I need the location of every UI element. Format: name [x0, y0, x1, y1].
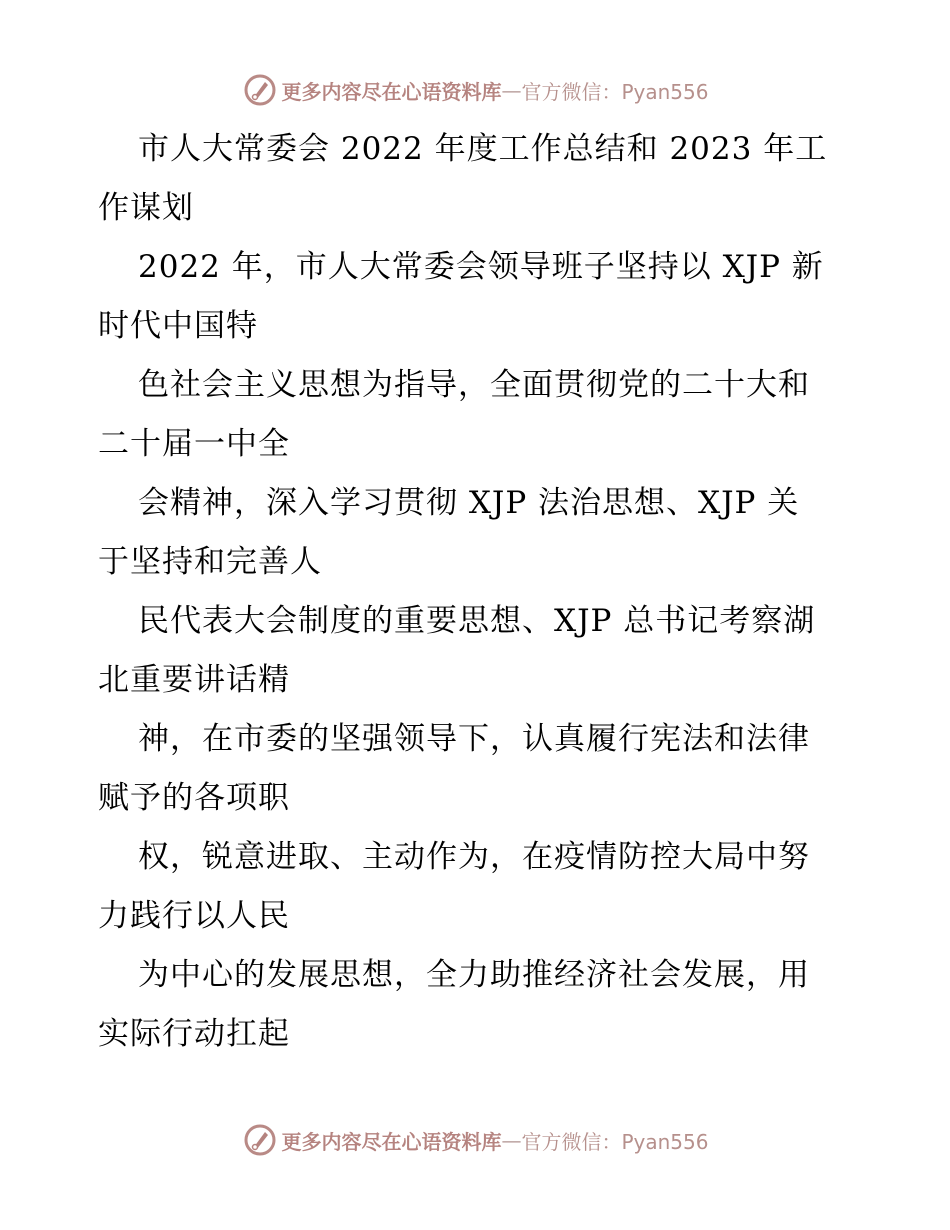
separator: —: [501, 1128, 522, 1152]
text-line: 2022 年，市人大常委会领导班子坚持以 XJP 新: [138, 249, 824, 285]
text-line: 色社会主义思想为指导，全面贯彻党的二十大和: [138, 367, 810, 403]
library-text: 更多内容尽在心语资料库: [281, 79, 502, 104]
text-line: 作谋划: [98, 190, 194, 226]
text-line: 北重要讲话精: [98, 662, 290, 698]
text-line: 赋予的各项职: [98, 780, 290, 816]
text-line: 神，在市委的坚强领导下，认真履行宪法和法律: [138, 721, 810, 757]
text-line: 市人大常委会 2022 年度工作总结和 2023 年工: [138, 131, 828, 167]
text-line: 二十届一中全: [98, 426, 290, 462]
separator: —: [501, 78, 522, 102]
text-line: 力践行以人民: [98, 898, 290, 934]
text-line: 权，锐意进取、主动作为，在疫情防控大局中努: [138, 839, 810, 875]
text-line: 实际行动扛起: [98, 1016, 290, 1052]
text-line: 于坚持和完善人: [98, 544, 322, 580]
footer-watermark: [0, 1120, 950, 1160]
wechat-text: 官方微信：Pyan556: [521, 79, 709, 104]
text-line: 为中心的发展思想，全力助推经济社会发展，用: [138, 957, 810, 993]
text-line: 民代表大会制度的重要思想、XJP 总书记考察湖: [138, 603, 816, 639]
library-text: 更多内容尽在心语资料库: [281, 1129, 502, 1154]
pen-nib-logo-icon: [241, 71, 279, 109]
pen-nib-logo-icon: [241, 1121, 279, 1159]
wechat-text: 官方微信：Pyan556: [521, 1129, 709, 1154]
header-watermark: [0, 70, 950, 110]
text-line: 会精神，深入学习贯彻 XJP 法治思想、XJP 关: [138, 485, 800, 521]
text-line: 时代中国特: [98, 308, 258, 344]
document-body: [98, 120, 858, 1064]
